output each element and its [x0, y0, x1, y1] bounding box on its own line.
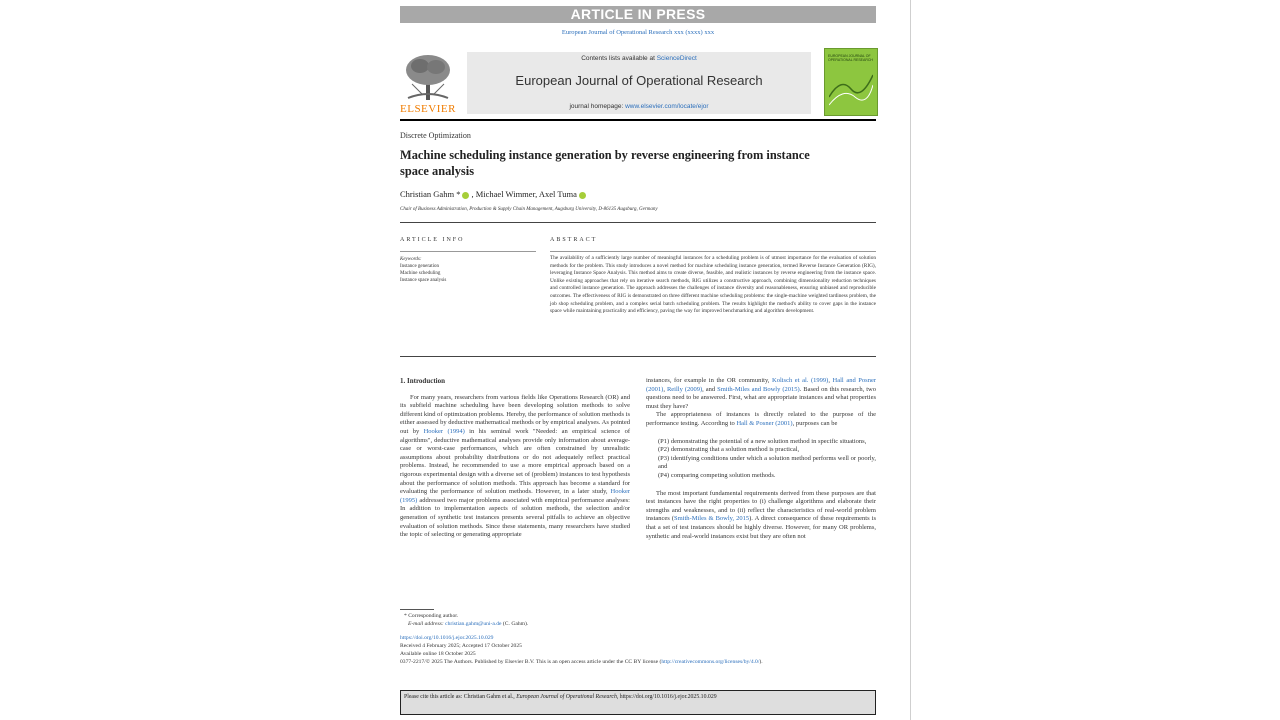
journal-title: European Journal of Operational Research — [515, 73, 763, 88]
article-page — [400, 0, 878, 720]
journal-header-box — [467, 52, 811, 114]
contents-available-line — [467, 55, 811, 62]
author-name[interactable]: Axel Tuma — [538, 189, 577, 199]
orcid-icon[interactable] — [462, 192, 469, 199]
author-name[interactable]: Christian Gahm * — [400, 189, 461, 199]
header-rule — [400, 119, 876, 121]
keyword: Instance space analysis — [400, 278, 447, 283]
keywords-label: Keywords: — [400, 257, 422, 262]
article-info-heading: ARTICLE INFO — [400, 237, 465, 243]
citation-link[interactable]: Hooker (1994) — [423, 427, 465, 435]
divider — [400, 222, 876, 223]
paragraph — [646, 490, 876, 542]
corresponding-label: Corresponding author. — [408, 613, 459, 619]
purpose-item: (P3) identifying conditions under which a solution method performs well or poorly, and — [658, 454, 876, 471]
doi-link[interactable]: https://doi.org/10.1016/j.ejor.2025.10.029 — [400, 635, 494, 641]
received-line: Received 4 February 2025; Accepted 17 October 2025 — [400, 643, 522, 649]
email-link[interactable]: christian.gahm@uni-a.de — [445, 621, 502, 627]
journal-cover-thumbnail[interactable] — [824, 48, 878, 116]
divider — [550, 251, 876, 252]
text-run: in his seminal work "Needed: an empirical science of algorithms", deductive mathematical analyses provide only information about average-case or worst-case performances, which are often constrained by unrealistic assumptions about probability distributions or do not adequately reflect practical problems. Instead, he recommended to use a more empirical approach based on a rigorous experimental design with a diverse set of (problem) instances to test hypothesis about the performance of solution methods. This approach has become a standard for evaluating the performance of solution methods. However, in a later study, — [400, 427, 630, 496]
sciencedirect-link[interactable]: ScienceDirect — [656, 55, 697, 62]
elsevier-logo[interactable] — [400, 52, 454, 116]
journal-citation-line[interactable]: European Journal of Operational Research xxx (xxxx) xxx — [561, 29, 715, 36]
cover-graphic-icon — [829, 67, 873, 107]
text-run: For many years, researchers from various fields like Operations Research (OR) and its subfield machine scheduling have been developing solution methods to solve different kind of optimization problems. Hereby, the performance of solution methods is either assessed by deductive mathematical methods or by empirical analyses. As pointed out by — [400, 393, 630, 435]
purpose-item: (P1) demonstrating the potential of a new solution method in specific situations, — [658, 437, 867, 445]
license-text: ). — [759, 659, 763, 665]
text-run: The most important fundamental requirements derived from these purposes are that test instances have the right properties to (i) challenge algorithms and elaborate their strengths and weaknesses, and to (ii) reflect the characteristics of real-world problem instances ( — [646, 489, 876, 523]
citation-link[interactable]: Smith-Miles and Bowly (2015) — [717, 385, 800, 393]
text-run: , purposes can be — [792, 419, 838, 427]
citation-link[interactable]: Hooker (1995) — [400, 488, 630, 504]
footnote-rule — [400, 609, 434, 610]
homepage-prefix: journal homepage: — [569, 103, 626, 110]
text-run: The appropriateness of instances is directly related to the purpose of the performance testing. According to — [646, 411, 876, 427]
article-in-press-banner: ARTICLE IN PRESS — [400, 6, 876, 23]
section-heading: 1. Introduction — [400, 377, 445, 385]
citation-link[interactable]: Hall & Posner (2001) — [736, 419, 793, 427]
body-column-right — [646, 377, 876, 541]
email-line — [400, 620, 876, 628]
elsevier-wordmark: ELSEVIER — [400, 103, 456, 115]
purpose-item: (P2) demonstrating that a solution method is practical, — [658, 446, 800, 454]
citation-link[interactable]: Smith-Miles & Bowly, 2015 — [674, 515, 750, 523]
citation-link[interactable]: Hall and Posner (2001) — [646, 377, 876, 393]
paragraph — [646, 411, 876, 428]
cite-prefix: Please cite this article as: Christian Gahm et al., — [404, 694, 517, 700]
license-link[interactable]: http://creativecommons.org/licenses/by/4.0/ — [661, 659, 760, 665]
corresponding-note: * Corresponding author. — [404, 613, 459, 619]
email-suffix: (C. Gahm). — [502, 621, 529, 627]
cite-journal: European Journal of Operational Research — [516, 694, 617, 700]
doi-line — [400, 634, 876, 642]
cover-title: EUROPEAN JOURNAL OF OPERATIONAL RESEARCH — [828, 54, 873, 62]
contents-prefix: Contents lists available at — [581, 55, 657, 62]
journal-homepage-line — [467, 103, 811, 110]
citation-link[interactable]: Reilly (2009) — [666, 385, 703, 393]
cite-text — [404, 694, 717, 700]
paragraph: instances, for example in the OR community, Kolisch et al. (1999), Hall and Posner (2001), Reilly (2009), and Smith-Miles and Bowly (2015). Based on this research, two questions need to be answered. First, what are appropriate instances and what properties must they have? — [646, 377, 876, 410]
journal-homepage-link[interactable]: www.elsevier.com/locate/ejor — [625, 103, 709, 110]
body-column-left — [400, 377, 630, 540]
article-section: Discrete Optimization — [400, 131, 471, 140]
article-title: Machine scheduling instance generation by reverse engineering from instance space analysis — [400, 148, 810, 178]
page-divider — [910, 0, 911, 720]
abstract-heading: ABSTRACT — [550, 237, 598, 243]
text-run: . Based on this research, two questions need to be answered. First, what are appropriate instances and what properties must they have? — [646, 385, 876, 410]
available-line: Available online 18 October 2025 — [400, 651, 476, 657]
license-text: 0377-2217/© 2025 The Authors. Published by Elsevier B.V. This is an open access article under the CC BY license ( — [400, 659, 662, 665]
footnotes — [400, 612, 876, 666]
divider — [400, 356, 876, 357]
cite-suffix[interactable]: , https://doi.org/10.1016/j.ejor.2025.10.029 — [616, 694, 717, 700]
author-list: Christian Gahm * , Michael Wimmer, Axel Tuma — [400, 189, 588, 199]
divider — [400, 251, 536, 252]
license-line — [400, 658, 876, 666]
email-label: E-mail address: — [408, 621, 444, 627]
cite-this-article-box — [400, 690, 876, 715]
paragraph — [400, 394, 630, 540]
orcid-icon[interactable] — [579, 192, 586, 199]
author-affiliation: Chair of Business Administration, Production & Supply Chain Management, Augsburg University, D-86135 Augsburg, Germany — [400, 207, 658, 212]
keyword: Machine scheduling — [400, 271, 441, 276]
purpose-item: (P4) comparing competing solution methods. — [658, 471, 776, 479]
citation-link[interactable]: Kolisch et al. (1999) — [772, 377, 829, 384]
keywords-block — [400, 256, 446, 284]
text-run: ). A direct consequence of these requirements is that a set of test instances should be highly diverse. However, for many OR problems, synthetic and real-world instances exist but they are often not — [646, 515, 876, 540]
keyword: Instance generation — [400, 264, 440, 269]
text-run: instances, for example in the OR community, — [646, 377, 772, 384]
author-name[interactable]: Michael Wimmer — [475, 189, 536, 199]
elsevier-tree-icon — [402, 52, 454, 102]
text-run: addressed two major problems associated with empirical performance analyses: In addition to implementation aspects of solution methods, the selection and/or generation of synthetic test instances presents several pitfalls to achieve an objective evaluation of solution methods. Since these statements, many researchers have studied the topic of selecting or generating appropriate — [400, 496, 630, 539]
abstract-text: The availability of a sufficiently large number of meaningful instances for a scheduling problem is of utmost importance for the evaluation of solution methods for the problem. This study introduces a novel method for machine scheduling instance generation, termed Reverse Instance Generation (RIG), leveraging Instance Space Analysis. This method aims to create diverse, feasible, and realistic instances by reverse engineering from the instance space. Unlike existing approaches that rely on iterative search methods, RIG utilizes a constructive approach, combining dimensionality reduction techniques and controlled instance generation. The approach addresses the challenges of instance diversity and reasonableness, ensuring unbiased and reproducible outcomes. The effectiveness of RIG is demonstrated on three different machine scheduling problems: the single-machine weighted tardiness problem, the job shop scheduling problem, and a complex serial batch scheduling problem. The results highlight the method's ability to cover gaps in the instance space while maintaining practicality and efficiency, paving the way for improved benchmarking and algorithm development. — [550, 255, 876, 315]
